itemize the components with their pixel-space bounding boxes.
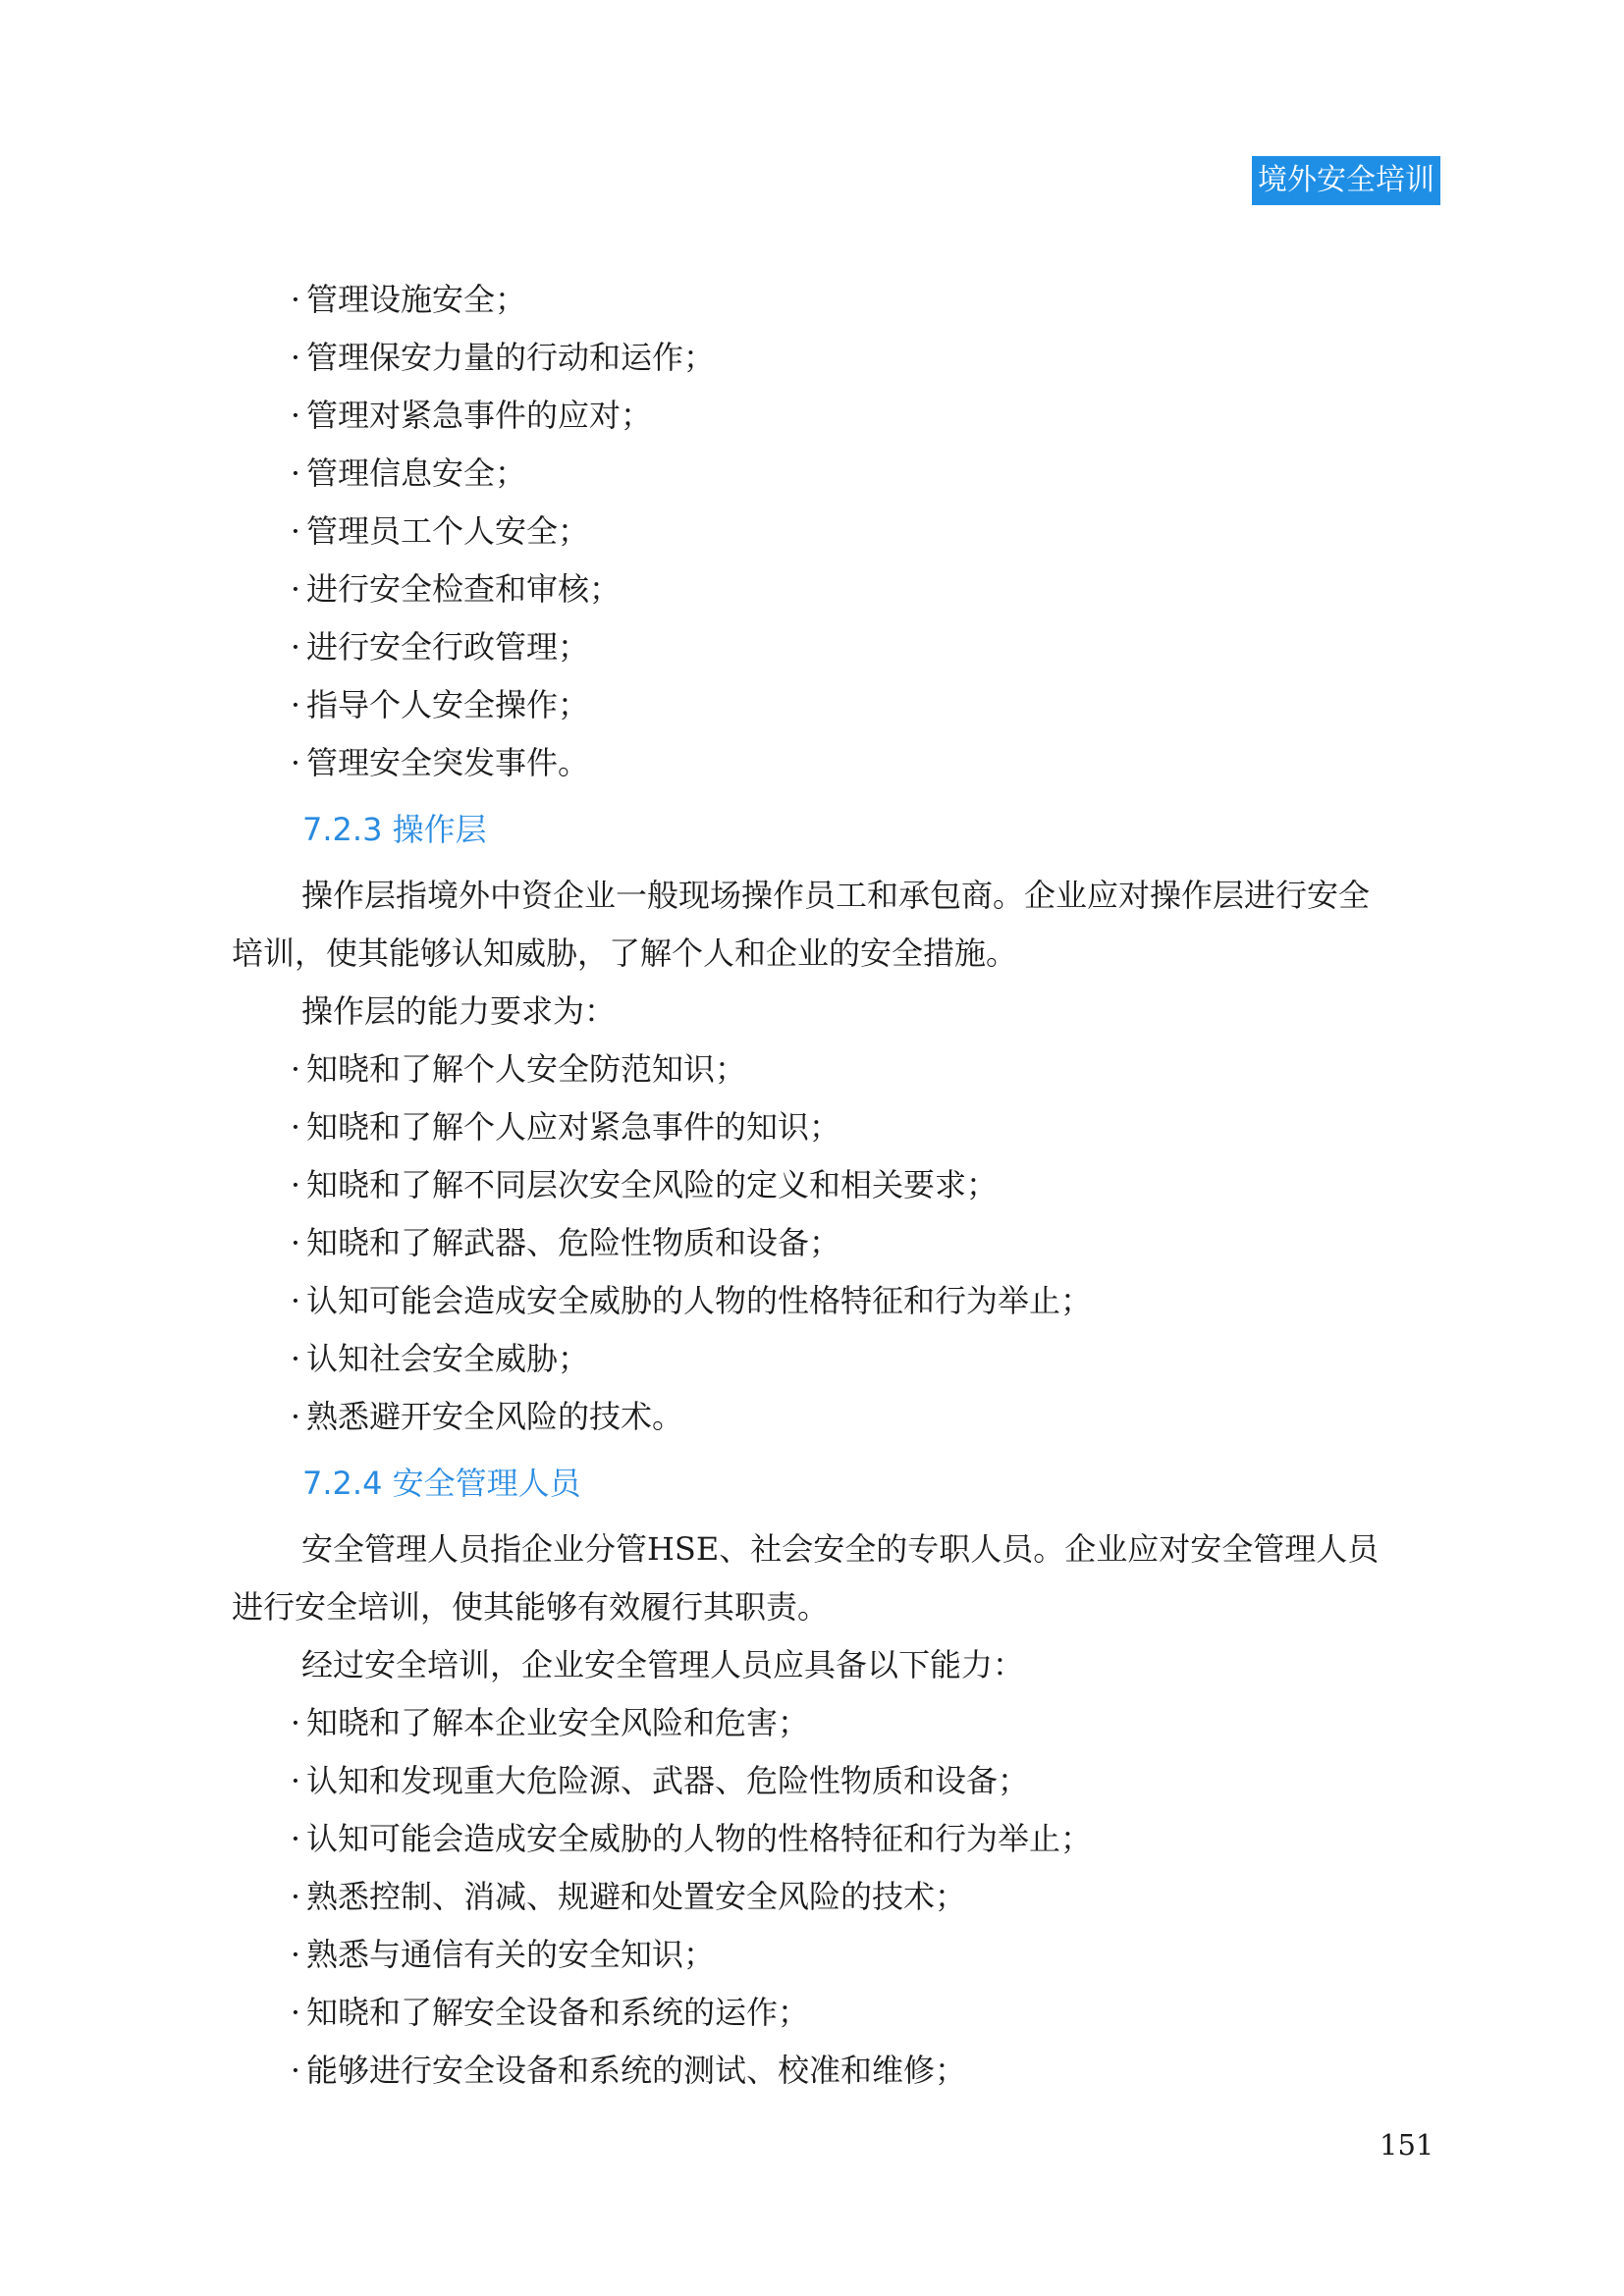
- list-item: · 认知可能会造成安全威胁的人物的性格特征和行为举止；: [232, 1272, 1441, 1330]
- list-item: · 熟悉与通信有关的安全知识；: [232, 1926, 1441, 1984]
- list-item: · 知晓和了解本企业安全风险和危害；: [232, 1694, 1441, 1752]
- list-item: · 进行安全检查和审核；: [232, 561, 1441, 618]
- list-item: · 认知和发现重大危险源、武器、危险性物质和设备；: [232, 1752, 1441, 1810]
- list-item: · 知晓和了解个人安全防范知识；: [232, 1041, 1441, 1098]
- page-content: [232, 271, 1441, 2100]
- section-heading-7-2-3: 7.2.3 操作层: [302, 811, 487, 848]
- list-item: · 能够进行安全设备和系统的测试、校准和维修；: [232, 2042, 1441, 2100]
- list-item: · 管理员工个人安全；: [232, 503, 1441, 561]
- list-item: · 熟悉控制、消减、规避和处置安全风险的技术；: [232, 1868, 1441, 1926]
- list-item: · 认知社会安全威胁；: [232, 1330, 1441, 1388]
- list-item: · 管理设施安全；: [232, 271, 1441, 329]
- list-item: · 知晓和了解武器、危险性物质和设备；: [232, 1214, 1441, 1272]
- page-number: 151: [1380, 2128, 1435, 2162]
- section-heading-7-2-4: 7.2.4 安全管理人员: [302, 1465, 581, 1502]
- list-item: · 管理信息安全；: [232, 445, 1441, 503]
- list-item: · 知晓和了解不同层次安全风险的定义和相关要求；: [232, 1156, 1441, 1214]
- security-staff-list: [232, 1694, 1441, 2100]
- list-item: · 管理保安力量的行动和运作；: [232, 329, 1441, 387]
- list-item: · 管理对紧急事件的应对；: [232, 387, 1441, 445]
- chapter-header-badge: 境外安全培训: [1252, 156, 1440, 205]
- list-item: · 管理安全突发事件。: [232, 734, 1441, 792]
- list-item: · 知晓和了解安全设备和系统的运作；: [232, 1984, 1441, 2042]
- list-item: · 进行安全行政管理；: [232, 618, 1441, 676]
- paragraph-line: 经过安全培训，企业安全管理人员应具备以下能力：: [301, 1646, 1025, 1683]
- list-item: · 指导个人安全操作；: [232, 676, 1441, 734]
- list-item: · 知晓和了解个人应对紧急事件的知识；: [232, 1098, 1441, 1156]
- list-item: · 熟悉避开安全风险的技术。: [232, 1388, 1441, 1446]
- paragraph-line: 操作层的能力要求为：: [301, 992, 617, 1030]
- list-item: · 认知可能会造成安全威胁的人物的性格特征和行为举止；: [232, 1810, 1441, 1868]
- top-bullet-list: [232, 271, 1441, 792]
- paragraph-line: 安全管理人员指企业分管HSE、社会安全的专职人员。企业应对安全管理人员: [301, 1530, 1380, 1568]
- paragraph-line: 进行安全培训，使其能够有效履行其职责。: [232, 1588, 830, 1626]
- paragraph-line: 培训，使其能够认知威胁，了解个人和企业的安全措施。: [232, 934, 1018, 972]
- operation-level-list: [232, 1041, 1441, 1446]
- paragraph-line: 操作层指境外中资企业一般现场操作员工和承包商。企业应对操作层进行安全: [301, 877, 1371, 914]
